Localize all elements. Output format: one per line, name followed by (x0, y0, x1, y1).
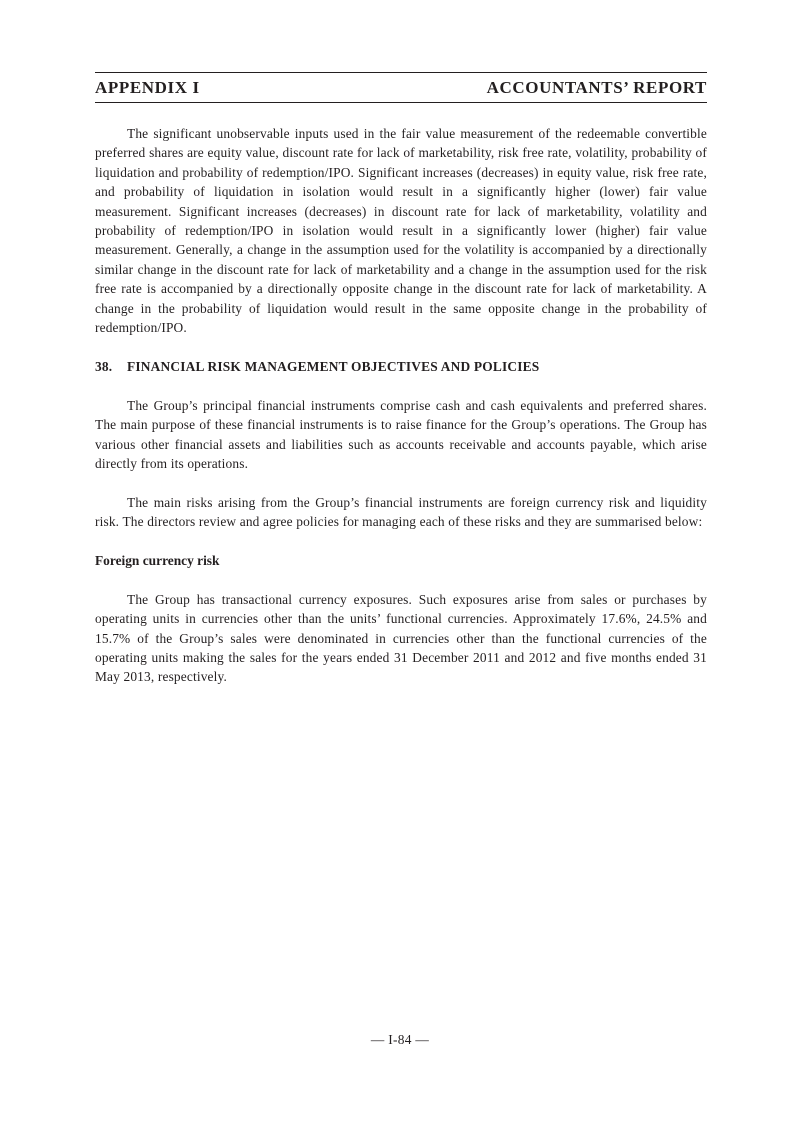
foreign-currency-risk-paragraph: The Group has transactional currency exposures. Such exposures arise from sales or purchases by operating units in currencies other than the units’ functional currencies. Approximately 17.6%, 24.5% and 15.7% of the Group’s sales were denominated in currencies other than the functional currencies of the operating units making the sales for the years ended 31 December 2011 and 2012 and five months ended 31 May 2013, respectively. (95, 591, 707, 685)
section-heading (95, 357, 707, 376)
page-number: — I-84 — (370, 1032, 430, 1047)
appendix-label: APPENDIX I (95, 78, 200, 97)
header-top-rule (95, 72, 707, 73)
financial-instruments-paragraph: The Group’s principal financial instruments comprise cash and cash equivalents and preferred shares. The main purpose of these financial instruments is to raise finance for the Group’s operations. The Group has various other financial assets and liabilities such as accounts receivable and accounts payable, which arise directly from its operations. (95, 397, 707, 472)
page-body (95, 124, 707, 687)
page-header (95, 78, 707, 100)
section-number: 38. (95, 359, 113, 375)
header-bottom-rule (95, 102, 707, 103)
section-title: FINANCIAL RISK MANAGEMENT OBJECTIVES AND POLICIES (127, 359, 540, 375)
report-title: ACCOUNTANTS’ REPORT (486, 78, 707, 97)
foreign-currency-risk-heading: Foreign currency risk (95, 553, 220, 569)
fair-value-paragraph: The significant unobservable inputs used in the fair value measurement of the redeemable convertible preferred shares are equity value, discount rate for lack of marketability, risk free rate, volatility, probability of liquidation and probability of redemption/IPO. Significant increases (decreases) in equity value, risk free rate, and probability of liquidation in isolation would result in a significantly higher (lower) fair value measurement. Significant increases (decreases) in discount rate for lack of marketability, volatility and probability of redemption/IPO in isolation would result in a significantly lower (higher) fair value measurement. Generally, a change in the assumption used for the volatility is accompanied by a directionally similar change in the discount rate for lack of marketability and a change in the assumption used for the risk free rate is accompanied by a directionally opposite change in the discount rate for lack of marketability. A change in the probability of liquidation would result in the same opposite change in the probability of redemption/IPO. (95, 126, 707, 336)
main-risks-paragraph: The main risks arising from the Group’s financial instruments are foreign currency risk and liquidity risk. The directors review and agree policies for managing each of these risks and they are summarised below: (95, 494, 707, 529)
